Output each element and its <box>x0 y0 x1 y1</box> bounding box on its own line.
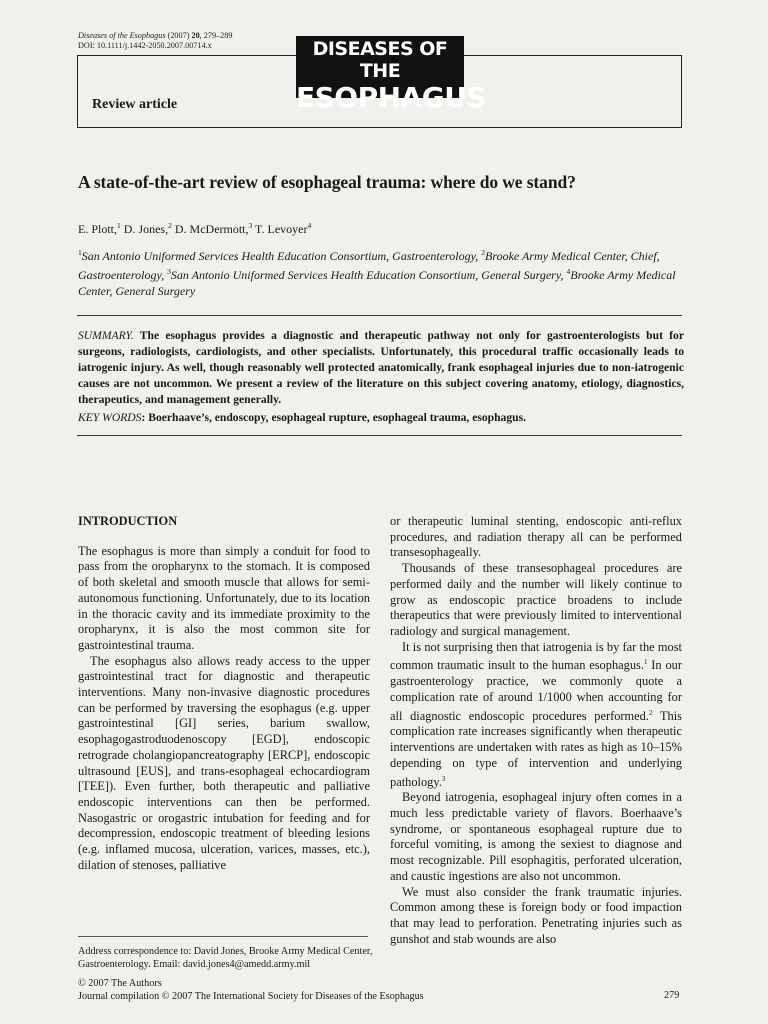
paragraph: or therapeutic luminal stenting, endoscopic anti-reflux procedures, and radiation therapy all can be performed transesophageally. <box>390 514 682 560</box>
affiliations: $^1$San Antonio Uniformed Services Health Education Consortium, Gastroenterology, $^2$Brooke Army Medical Center, Chief, Gastroenterology, $^3$San Antonio Uniformed Services Health Education Consortium, General Surgery, $^4$Brooke Army Medical Center, General Surgery <box>78 248 676 298</box>
correspondence-footnote: Address correspondence to: David Jones, Brooke Army Medical Center, Gastroenterology. Email: david.jones4@amedd.army.mil <box>78 946 373 970</box>
author-list: E. Plott,$^1$ D. Jones,$^2$ D. McDermott,$^3$ T. Levoyer$^4$ <box>78 221 312 236</box>
divider <box>77 315 682 316</box>
paragraph: Thousands of these transesophageal procedures are performed daily and the number will likely continue to grow as endoscopic practice broadens to include therapeutics that were previously limited to interventional radiology and surgical management. <box>390 561 682 638</box>
article-title: A state-of-the-art review of esophageal trauma: where do we stand? <box>78 172 576 192</box>
doi: DOI: 10.1111/j.1442-2050.2007.00714.x <box>78 41 212 50</box>
article-type: Review article <box>92 97 178 112</box>
left-column <box>78 514 370 873</box>
page-number: 279 <box>664 990 680 1001</box>
keywords <box>78 411 684 424</box>
journal-name: Diseases of the Esophagus <box>78 31 166 40</box>
paragraph: The esophagus also allows ready access to the upper gastrointestinal tract for diagnostic and therapeutic interventions. Many non-invasive diagnostic procedures can be performed by traversing the esophagus (e.g. upper gastrointestinal [GI] series, barium swallow, esophagogastroduodenoscopy [EGD], endoscopic retrograde cholangiopancreatography [ERCP], endoscopic ultrasound [EUS], and trans-esophageal echocardiogram [TEE]). Even further, both therapeutic and palliative endoscopic interventions can then be performed. Nasogastric or orogastric intubation for feeding and for decompression, endoscopic treatment of bleeding lesions (e.g. inflamed mucosa, ulceration, varices, masses, etc.), dilation of stenoses, palliative <box>78 653 370 872</box>
summary-text: The esophagus provides a diagnostic and therapeutic pathway not only for gastroenterologists but for surgeons, radiologists, cardiologists, and other specialists. Unfortunately, this procedural traffic occasionally leads to iatrogenic injury. As well, though reasonably well protected anatomically, frank esophageal injuries due to non-iatrogenic causes are not uncommon. We present a review of the literature on this subject covering anatomy, etiology, diagnostics, therapeutics, and management generally. <box>78 329 684 406</box>
paragraph: Beyond iatrogenia, esophageal injury often comes in a much less predictable variety of flavors. Boerhaave’s syndrome, or spontaneous esophageal rupture due to forceful vomiting, is among the sexiest to diagnose and most recognizable. Pill esophagitis, perforated ulceration, and caustic ingestions are also not uncommon. <box>390 790 682 883</box>
journal-logo: DISEASES OF THE ESOPHAGUS <box>296 38 487 114</box>
citation-ref: 3 <box>441 774 446 783</box>
paragraph: The esophagus is more than simply a conduit for food to pass from the oropharynx to the stomach. It is composed of both skeletal and smooth muscle that allows for semi-autonomous functioning. Unfortunately, due to its location in the thoracic cavity and its immediate proximity to the oropharynx, it is also the most common site for gastrointestinal trauma. <box>78 543 370 652</box>
abstract <box>78 328 684 408</box>
journal-citation: Diseases of the Esophagus (2007) 20, 279–289 DOI: 10.1111/j.1442-2050.2007.00714.x <box>78 31 233 50</box>
footnote-rule <box>78 936 368 937</box>
section-heading: INTRODUCTION <box>78 514 178 528</box>
citation-ref: 1 <box>643 658 648 667</box>
keywords-text: : Boerhaave’s, endoscopy, esophageal rupture, esophageal trauma, esophagus. <box>141 411 526 424</box>
right-column <box>390 514 682 947</box>
paragraph: We must also consider the frank traumatic injuries. Common among these is foreign body or food impaction that may lead to perforation. Penetrating injuries such as gunshot and stab wounds are also <box>390 884 682 946</box>
paragraph: It is not surprising then that iatrogenia is by far the most common traumatic insult to the human esophagus.$^1$ In our gastroenterology practice, we commonly quote a complication rate of around 1/1000 when accounting for all diagnostic endoscopic procedures performed.$^2$ This complication rate increases significantly when therapeutic interventions are undertaken with rates as high as 10–15% depending on type of intervention and underlying pathology.$^3$ <box>390 639 683 789</box>
summary-label: SUMMARY. <box>78 329 134 342</box>
citation-ref: 2 <box>648 708 653 717</box>
divider <box>77 435 682 436</box>
keywords-label: KEY WORDS <box>78 411 142 424</box>
copyright: © 2007 The Authors Journal compilation © 2007 The International Society for Diseases of the Esophagus <box>78 978 424 1002</box>
